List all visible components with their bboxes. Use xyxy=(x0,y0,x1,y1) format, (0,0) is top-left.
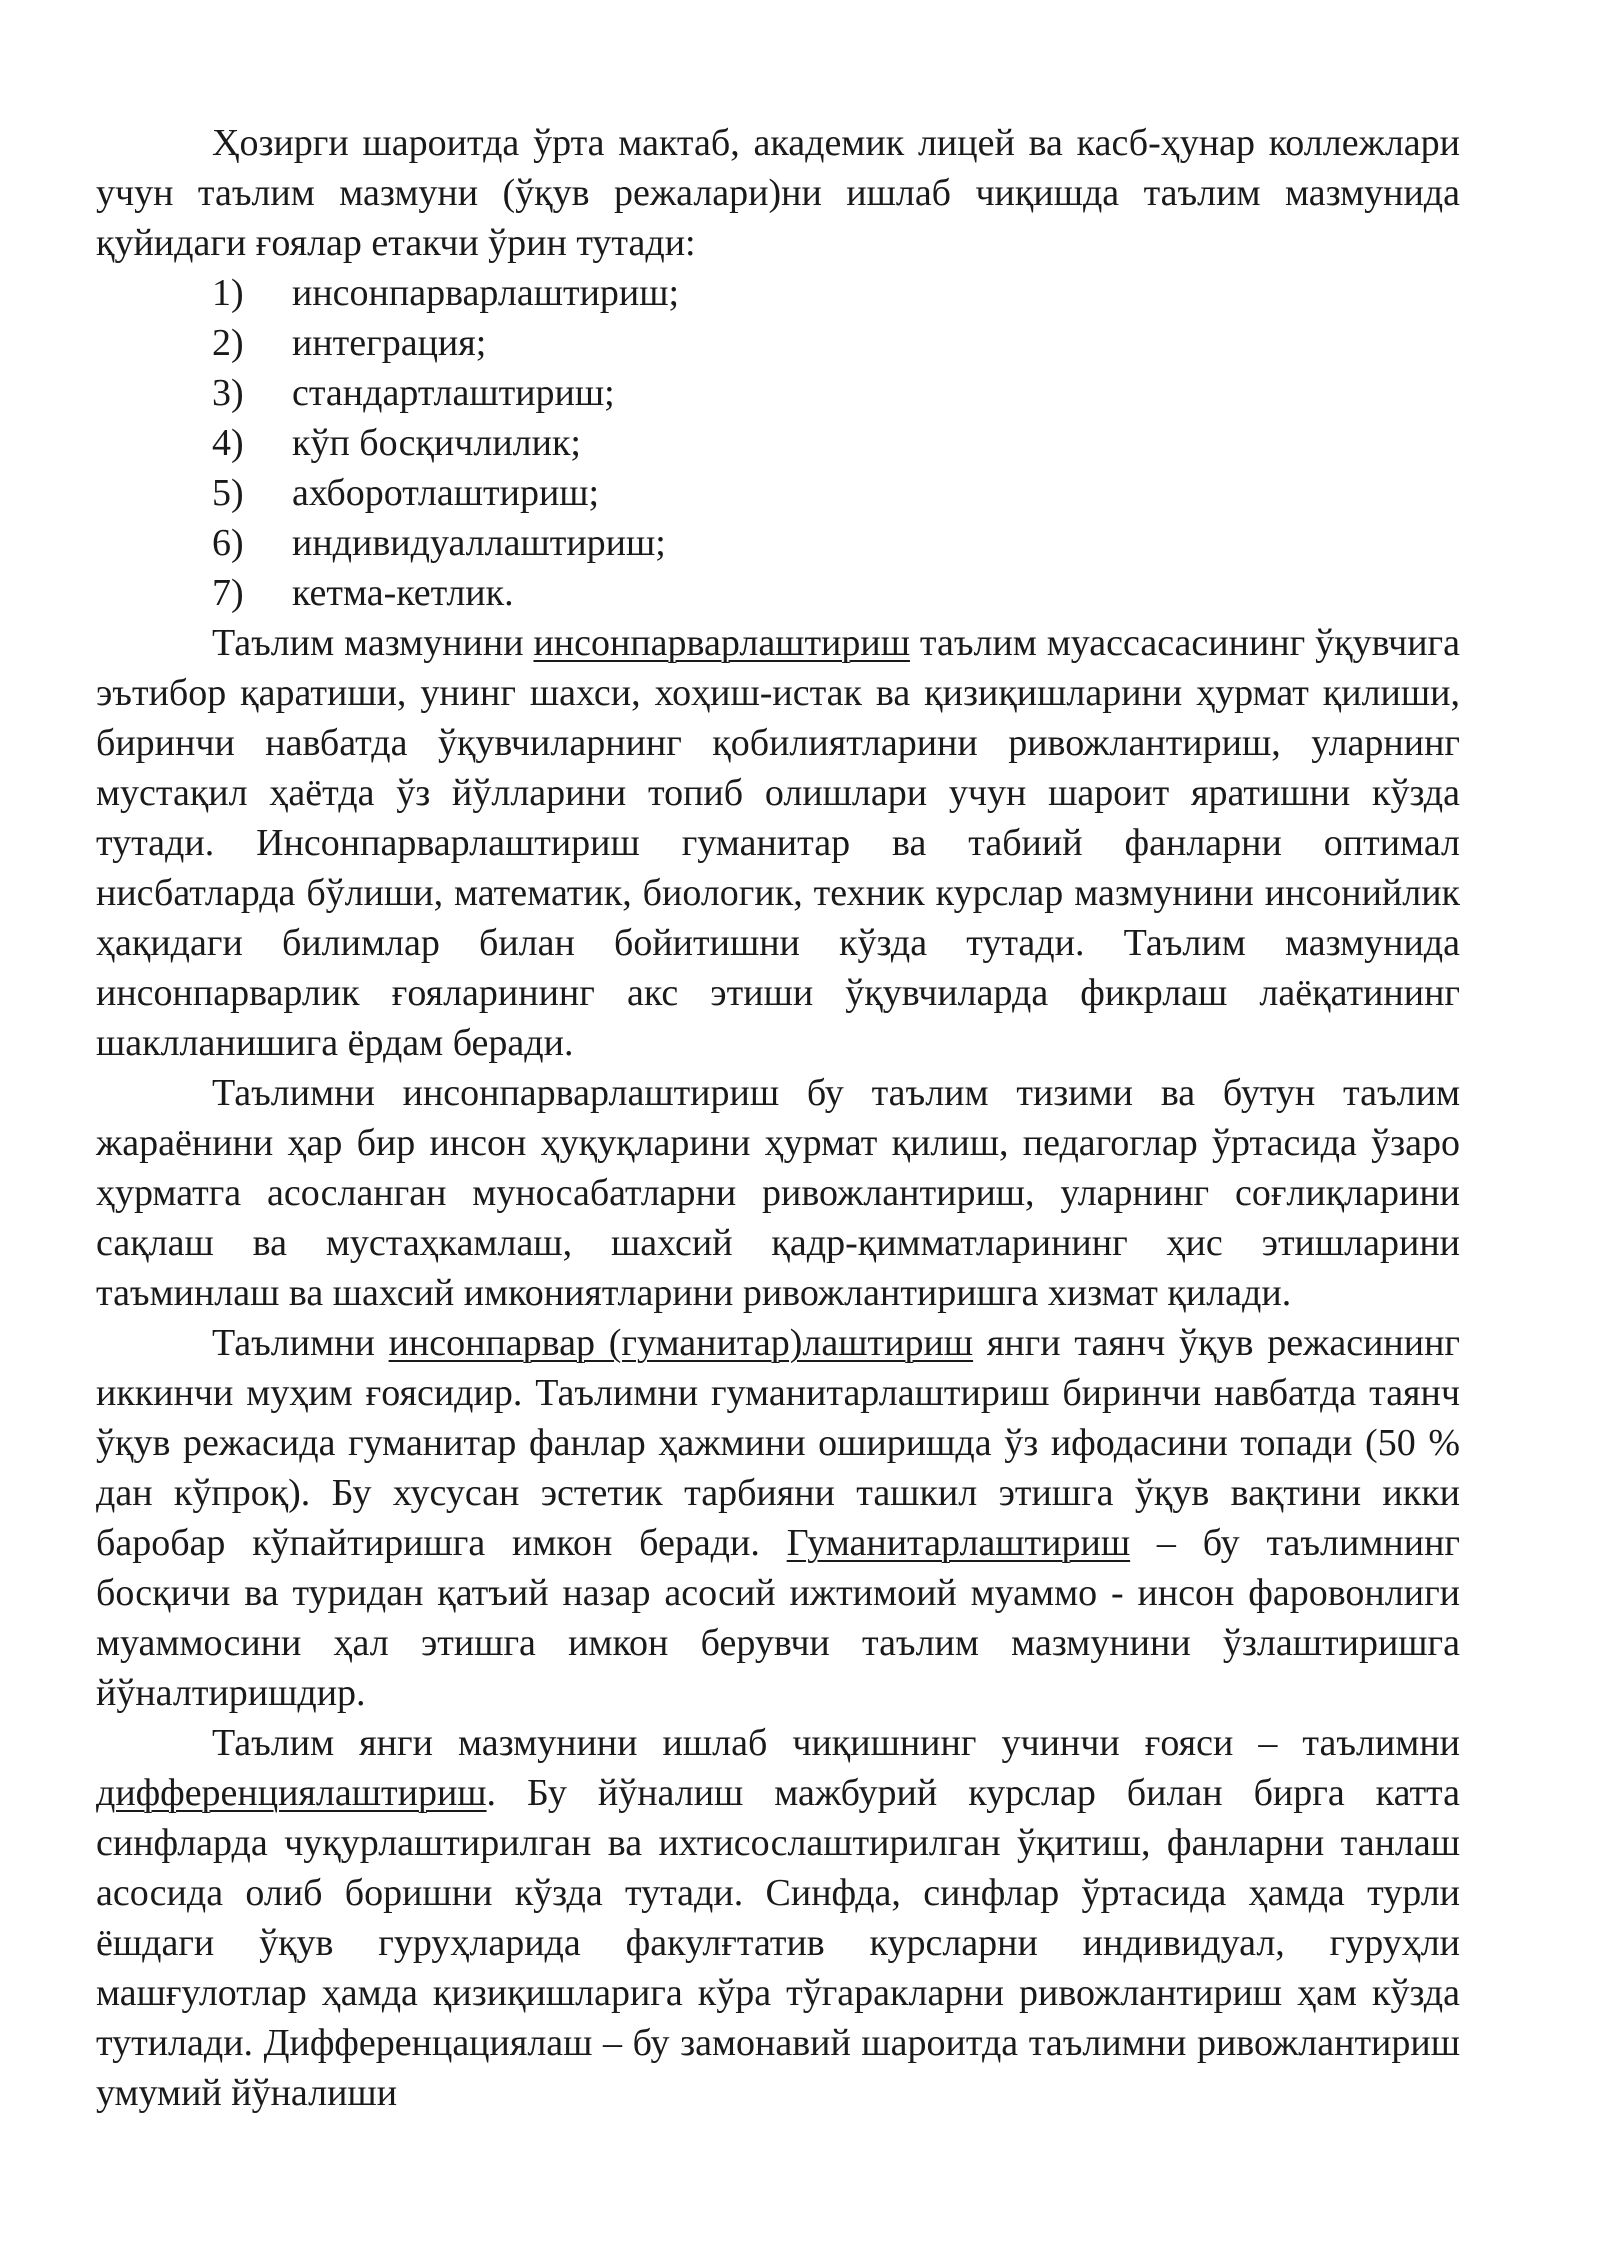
humanitarization-paragraph xyxy=(96,1318,1460,1718)
underlined-term: инсонпарвар (гуманитар)лаштириш xyxy=(388,1322,974,1364)
ideas-list xyxy=(96,268,1460,618)
list-item xyxy=(96,418,1460,468)
text-run: таълим муассасасининг ўқувчига эътибор қаратиши, унинг шахси, хоҳиш-истак ва қизиқишларини ҳурмат қилиши, биринчи навбатда ўқувчиларнинг қобилиятларини ривожлантириш, уларнинг мустақил ҳаётда ўз йўлларини топиб олишлари учун шароит яратишни кўзда тутади. Инсонпарварлаштириш гуманитар ва табиий фанларни оптимал нисбатларда бўлиши, математик, биологик, техник курслар мазмунини инсонийлик ҳақидаги билимлар билан бойитишни кўзда тутади. Таълим мазмунида инсонпарварлик ғояларининг акс этиши ўқувчиларда фикрлаш лаёқатининг шаклланишига ёрдам беради. xyxy=(96,622,1460,1064)
text-run: Таълимни xyxy=(212,1322,389,1364)
text-run: янги таянч ўқув режасининг иккинчи муҳим ғоясидир. Таълимни гуманитарлаштириш биринчи навбатда таянч ўқув режасида гуманитар фанлар ҳажмини оширишда ўз ифодасини топади (50 % дан кўпроқ). Бу хусусан эстетик тарбияни ташкил этишга ўқув вақтини икки баробар кўпайтиришга имкон беради. xyxy=(96,1322,1460,1564)
text-run: – бу таълимнинг босқичи ва туридан қатъий назар асосий ижтимоий муаммо - инсон фаровонлиги муаммосини ҳал этишга имкон берувчи таълим мазмунини ўзлаштиришга йўналтиришдир. xyxy=(96,1522,1460,1714)
list-item xyxy=(96,518,1460,568)
list-number: 5) xyxy=(212,472,244,514)
underlined-term: инсонпарварлаштириш xyxy=(533,622,910,664)
list-text: индивидуаллаштириш; xyxy=(292,522,666,564)
humanization-definition-paragraph: Таълимни инсонпарварлаштириш бу таълим тизими ва бутун таълим жараёнини ҳар бир инсон ҳуқуқларини ҳурмат қилиш, педагоглар ўртасида ўзаро ҳурматга асосланган муносабатларни ривожлантириш, уларнинг соғлиқларини сақлаш ва мустаҳкамлаш, шахсий қадр-қимматларининг ҳис этишларини таъминлаш ва шахсий имкониятларини ривожлантиришга хизмат қилади. xyxy=(96,1072,1460,1314)
humanization-paragraph xyxy=(96,618,1460,1068)
list-number: 7) xyxy=(212,572,244,614)
list-number: 3) xyxy=(212,372,244,414)
list-number: 2) xyxy=(212,322,244,364)
underlined-term: Гуманитарлаштириш xyxy=(786,1522,1131,1564)
list-text: стандартлаштириш; xyxy=(292,372,615,414)
list-item xyxy=(96,368,1460,418)
document-page xyxy=(96,118,1460,2118)
list-item xyxy=(96,468,1460,518)
list-number: 4) xyxy=(212,422,244,464)
list-item xyxy=(96,568,1460,618)
list-text: кўп босқичлилик; xyxy=(292,422,581,464)
underlined-term: дифференциялаштириш xyxy=(96,1772,487,1814)
list-number: 1) xyxy=(212,272,244,314)
list-item xyxy=(96,268,1460,318)
list-item xyxy=(96,318,1460,368)
list-text: интеграция; xyxy=(292,322,487,364)
differentiation-paragraph xyxy=(96,1718,1460,2118)
list-number: 6) xyxy=(212,522,244,564)
text-run: Таълим янги мазмунини ишлаб чиқишнинг учинчи ғояси – таълимни xyxy=(212,1722,1460,1764)
list-text: кетма-кетлик. xyxy=(292,572,514,614)
text-run: . Бу йўналиш мажбурий курслар билан бирга катта синфларда чуқурлаштирилган ва ихтисослаштирилган ўқитиш, фанларни танлаш асосида олиб боришни кўзда тутади. Синфда, синфлар ўртасида ҳамда турли ёшдаги ўқув гуруҳларида факулғтатив курсларни индивидуал, гуруҳли машғулотлар ҳамда қизиқишларига кўра тўгаракларни ривожлантириш ҳам кўзда тутилади. Дифференцациялаш – бу замонавий шароитда таълимни ривожлантириш умумий йўналиши xyxy=(96,1772,1460,2114)
text-run: Таълим мазмунини xyxy=(212,622,534,664)
intro-paragraph: Ҳозирги шароитда ўрта мактаб, академик лицей ва касб-ҳунар коллежлари учун таълим мазмуни (ўқув режалари)ни ишлаб чиқишда таълим мазмунида қуйидаги ғоялар етакчи ўрин тутади: xyxy=(96,122,1460,264)
list-text: ахборотлаштириш; xyxy=(292,472,600,514)
list-text: инсонпарварлаштириш; xyxy=(292,272,680,314)
